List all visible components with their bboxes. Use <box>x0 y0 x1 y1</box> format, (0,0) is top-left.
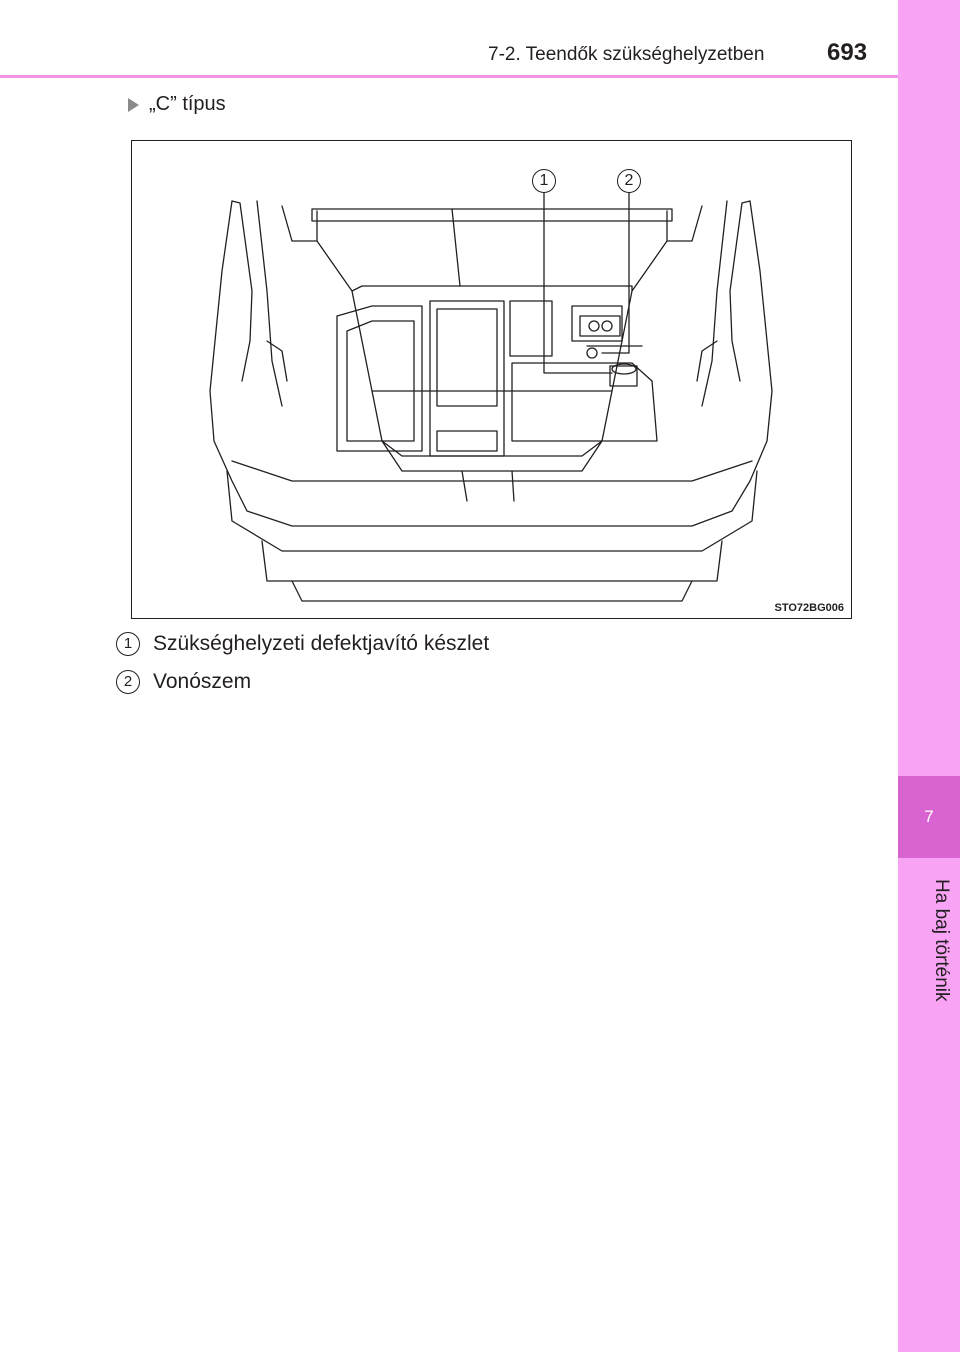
legend-text: Szükséghelyzeti defektjavító készlet <box>153 632 490 655</box>
header-rule <box>0 75 898 78</box>
legend-text: Vonószem <box>153 670 252 693</box>
callout-2: 2 <box>617 169 641 193</box>
trunk-illustration <box>131 140 852 619</box>
legend-item-1 <box>116 632 489 656</box>
figure-code: STO72BG006 <box>774 602 844 614</box>
chapter-title: Ha baj történik <box>931 878 952 1002</box>
page-number: 693 <box>827 39 868 66</box>
type-heading <box>128 93 226 116</box>
triangle-bullet-icon <box>128 98 139 112</box>
legend-number: 2 <box>116 670 140 694</box>
legend-number: 1 <box>116 632 140 656</box>
header-section-title: 7-2. Teendők szükséghelyzetben <box>488 44 765 65</box>
type-heading-text: „C” típus <box>149 93 226 115</box>
trunk-drawing <box>132 141 851 618</box>
chapter-number: 7 <box>898 776 960 858</box>
chapter-side-tab <box>898 0 960 1352</box>
legend-item-2 <box>116 670 251 694</box>
callout-1: 1 <box>532 169 556 193</box>
